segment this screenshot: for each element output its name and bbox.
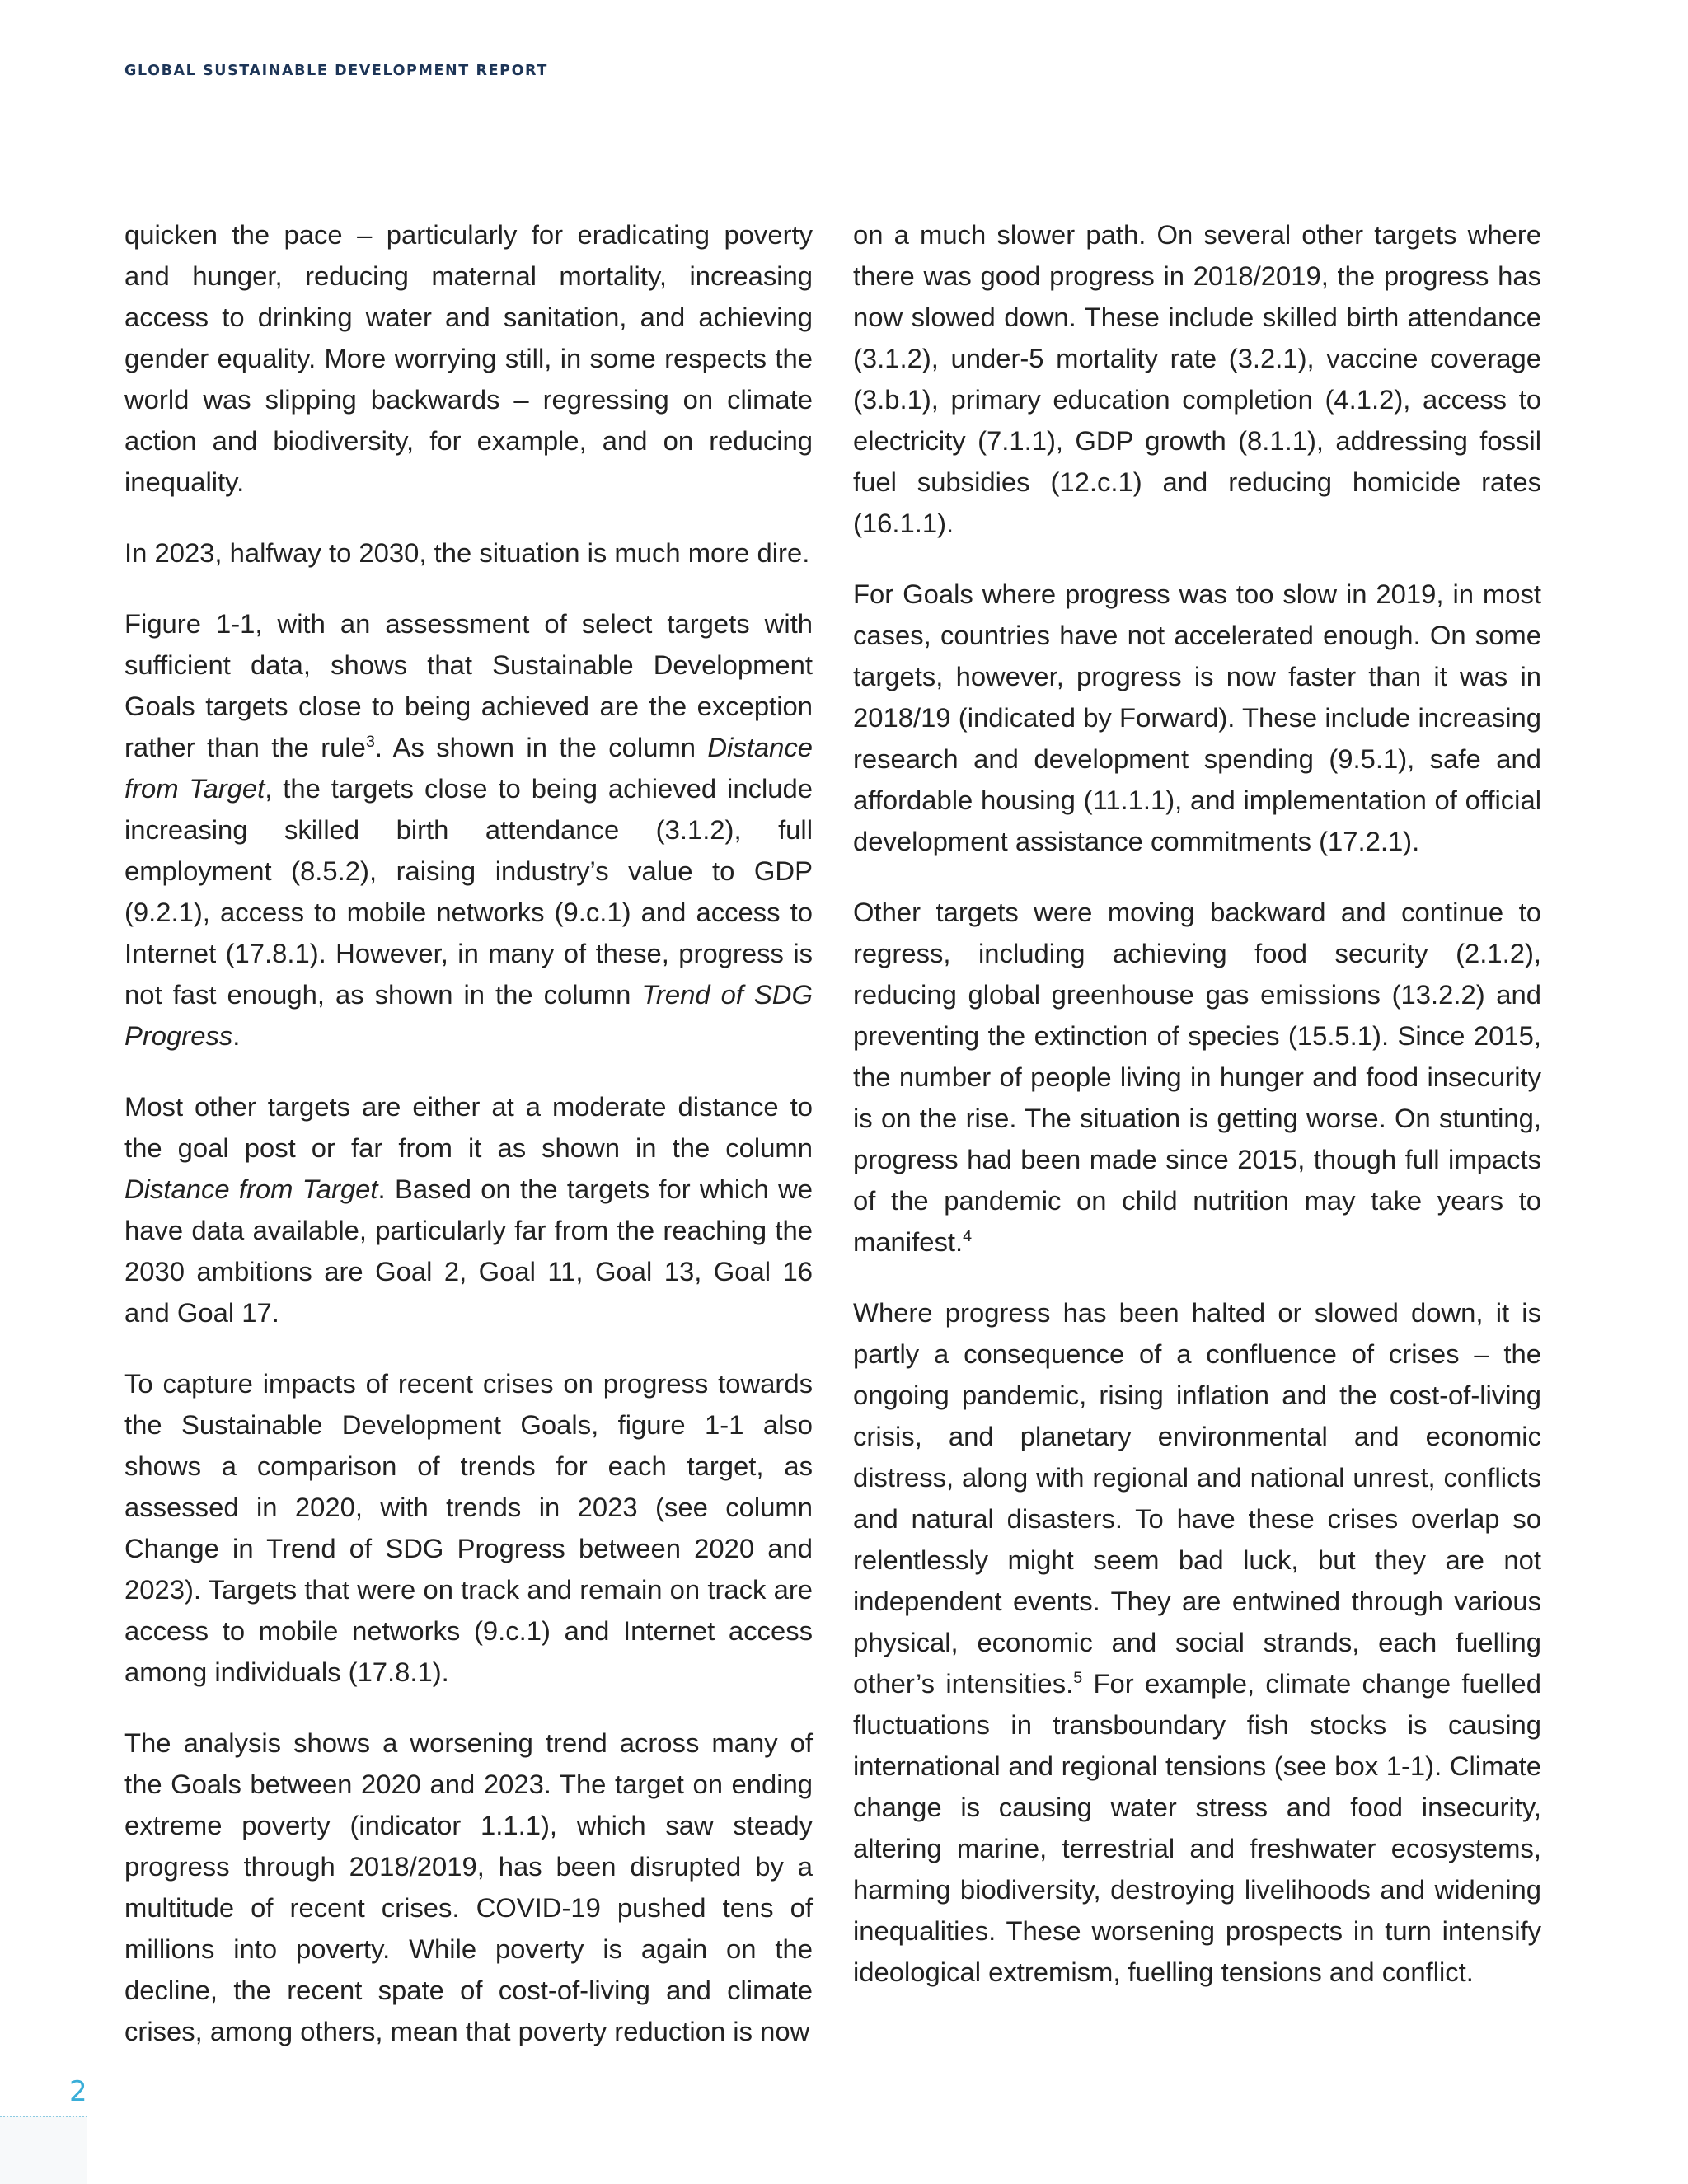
- footnote-marker[interactable]: 4: [963, 1227, 973, 1246]
- body-paragraph: For Goals where progress was too slow in 2019, in most cases, countries have not accelerated enough. On some targets, however, progress is now faster than it was in 2018/19 (indicated by Forward). These include increasing research and development spending (9.5.1), safe and affordable housing (11.1.1), and implementation of official development assistance commitments (17.2.1).: [853, 579, 1541, 856]
- text-run: Where progress has been halted or slowed down, it is partly a consequence of a confluence of crises – the ongoing pandemic, rising inflation and the cost-of-living crisis, and planetary environmental and economic distress, along with regional and national unrest, conflicts and natural disasters. To have these crises overlap so relentlessly might seem bad luck, but they are not independent events. They are entwined through various physical, economic and social strands, each fuelling other’s intensities.: [853, 1297, 1541, 1699]
- body-paragraph: [853, 1292, 1541, 1993]
- body-paragraph: on a much slower path. On several other targets where there was good progress in 2018/2019, the progress has now slowed down. These include skilled birth attendance (3.1.2), under-5 mortality rate (3.2.1), vaccine coverage (3.b.1), primary education completion (4.1.2), access to electricity (7.1.1), GDP growth (8.1.1), addressing fossil fuel subsidies (12.c.1) and reducing homicide rates (16.1.1).: [853, 219, 1541, 538]
- emphasis-text: Distance from Target: [124, 732, 813, 804]
- page-number: 2: [69, 2075, 87, 2108]
- emphasis-text: Trend of SDG Progress: [124, 979, 813, 1051]
- emphasis-text: Distance from Target: [124, 1174, 378, 1204]
- text-run: . As shown in the column: [374, 732, 708, 762]
- page-corner-shade: [0, 2116, 87, 2184]
- text-run: Figure 1-1, with an assessment of select targets with sufficient data, shows that Sustainable Development Goals targets close to being achieved are the exception rather than the rule: [124, 608, 813, 762]
- right-column: [853, 214, 1541, 2022]
- body-paragraph: In 2023, halfway to 2030, the situation is much more dire.: [124, 537, 810, 568]
- left-column: [124, 214, 813, 2082]
- body-paragraph: quicken the pace – particularly for eradicating poverty and hunger, reducing maternal mortality, increasing access to drinking water and sanitation, and achieving gender equality. More worrying still, in some respects the world was slipping backwards – regressing on climate action and biodiversity, for example, and on reducing inequality.: [124, 219, 813, 497]
- text-run: Most other targets are either at a moderate distance to the goal post or far from it as shown in the column: [124, 1091, 813, 1163]
- running-header: GLOBAL SUSTAINABLE DEVELOPMENT REPORT: [124, 63, 548, 79]
- footnote-marker[interactable]: 5: [1073, 1669, 1083, 1688]
- text-run: . Based on the targets for which we have data available, particularly far from the reaching the 2030 ambitions are Goal 2, Goal 11, Goal 13, Goal 16 and Goal 17.: [124, 1174, 814, 1328]
- page-number-rule: [0, 2116, 87, 2117]
- text-run: .: [232, 1020, 241, 1051]
- footnote-marker[interactable]: 3: [365, 733, 375, 752]
- body-paragraph: [124, 1086, 813, 1333]
- body-paragraph: [124, 603, 813, 1057]
- text-run: Other targets were moving backward and continue to regress, including achieving food security (2.1.2), reducing global greenhouse gas emissions (13.2.2) and preventing the extinction of species (15.5.1). Since 2015, the number of people living in hunger and food insecurity is on the rise. The situation is getting worse. On stunting, progress had been made since 2015, though full impacts of the pandemic on child nutrition may take years to manifest.: [853, 897, 1541, 1257]
- body-paragraph: The analysis shows a worsening trend across many of the Goals between 2020 and 2023. The target on ending extreme poverty (indicator 1.1.1), which saw steady progress through 2018/2019, has been disrupted by a multitude of recent crises. COVID-19 pushed tens of millions into poverty. While poverty is again on the decline, the recent spate of cost-of-living and climate crises, among others, mean that poverty reduction is now: [124, 1727, 813, 2046]
- text-run: For example, climate change fuelled fluctuations in transboundary fish stocks is causing international and regional tensions (see box 1-1). Climate change is causing water stress and food insecurity, altering marine, terrestrial and freshwater ecosystems, harming biodiversity, destroying livelihoods and widening inequalities. These worsening prospects in turn intensify ideological extremism, fuelling tensions and conflict.: [853, 1668, 1541, 1987]
- body-paragraph: To capture impacts of recent crises on progress towards the Sustainable Development Goals, figure 1-1 also shows a comparison of trends for each target, as assessed in 2020, with trends in 2023 (see column Change in Trend of SDG Progress between 2020 and 2023). Targets that were on track and remain on track are access to mobile networks (9.c.1) and Internet access among individuals (17.8.1).: [124, 1368, 813, 1687]
- text-run: , the targets close to being achieved include increasing skilled birth attendance (3.1.2), full employment (8.5.2), raising industry’s value to GDP (9.2.1), access to mobile networks (9.c.1) and access to Internet (17.8.1). However, in many of these, progress is not fast enough, as shown in the column: [124, 773, 813, 1010]
- body-paragraph: [853, 892, 1541, 1263]
